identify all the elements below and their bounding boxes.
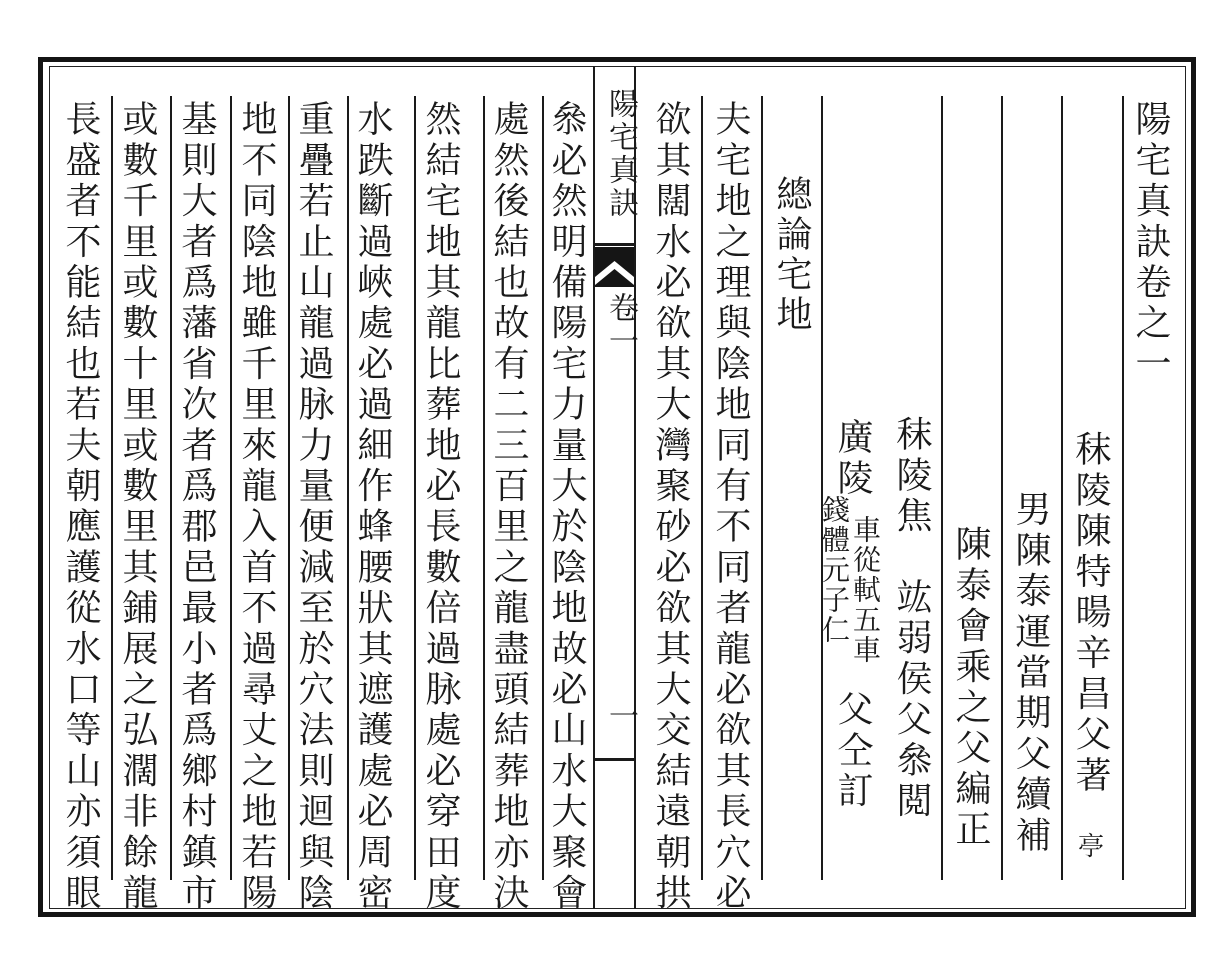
- column-rule: [941, 96, 943, 880]
- column-rule: [542, 96, 544, 880]
- column-rule: [1061, 96, 1063, 880]
- text-column: 或數千里或數十里或數里其鋪展之弘濶非餘龍: [117, 100, 158, 914]
- reviewer-credit: 秣陵焦 竑弱侯父叅閲: [891, 415, 932, 822]
- center-strip-bottom-bar: [595, 758, 634, 761]
- proofreader-place: 廣陵: [832, 418, 873, 500]
- column-rule: [230, 96, 232, 880]
- center-strip-top-bar: [595, 243, 634, 246]
- volume-title: 陽宅真訣卷之一: [1130, 100, 1171, 385]
- text-column: 叅必然明備陽宅力量大於陰地故必山水大聚會: [546, 100, 587, 914]
- text-column: 欲其闊水必欲其大灣聚砂必欲其大交結遠朝拱: [650, 100, 691, 914]
- text-column: 長盛者不能結也若夫朝應護從水口等山亦須眼: [60, 100, 101, 914]
- center-volume-label: 卷一: [603, 292, 638, 358]
- proofreader-name-right: 車從軾五車: [849, 515, 882, 665]
- center-page-number: 一: [603, 700, 638, 733]
- text-column: 然結宅地其龍比葬地必長數倍過脉處必穿田度: [420, 100, 461, 914]
- column-rule: [1122, 96, 1124, 880]
- text-column: 基則大者爲藩省次者爲郡邑最小者爲鄉村鎮市: [176, 100, 217, 914]
- editor-credit: 陳泰會乘之父編正: [950, 525, 991, 851]
- text-column: 水跌斷過峽處必過細作蜂腰狀其遮護處必周密: [352, 100, 393, 914]
- continuation-credit: 男陳泰運當期父續補: [1010, 490, 1051, 857]
- column-rule: [821, 96, 823, 880]
- proofreader-name-left: 錢體元子仁: [818, 495, 851, 645]
- proofreader-suffix: 父仝訂: [832, 690, 873, 813]
- text-column: 地不同陰地雖千里來龍入首不過尋丈之地若陽: [236, 100, 277, 914]
- column-rule: [1001, 96, 1003, 880]
- section-heading: 總論宅地: [771, 175, 812, 335]
- column-rule: [701, 96, 703, 880]
- author-credit: 秣陵陳特暘辛昌父著: [1070, 430, 1111, 797]
- text-column: 夫宅地之理與陰地同有不同者龍必欲其長穴必: [710, 100, 751, 914]
- column-rule: [761, 96, 763, 880]
- column-rule: [111, 96, 113, 880]
- column-rule: [483, 96, 485, 880]
- stamp-mark: 亭: [1078, 832, 1105, 862]
- text-column: 重疊若止山龍過脉力量便減至於穴法則迴與陰: [293, 100, 334, 914]
- center-book-title: 陽宅真訣: [603, 88, 638, 220]
- column-rule: [414, 96, 416, 880]
- center-strip-left-rule: [593, 66, 595, 909]
- column-rule: [288, 96, 290, 880]
- column-rule: [170, 96, 172, 880]
- column-rule: [347, 96, 349, 880]
- fishtail-ornament-icon: [595, 247, 634, 287]
- text-column: 處然後結也故有二三百里之龍盡頭結葬地亦決: [488, 100, 529, 914]
